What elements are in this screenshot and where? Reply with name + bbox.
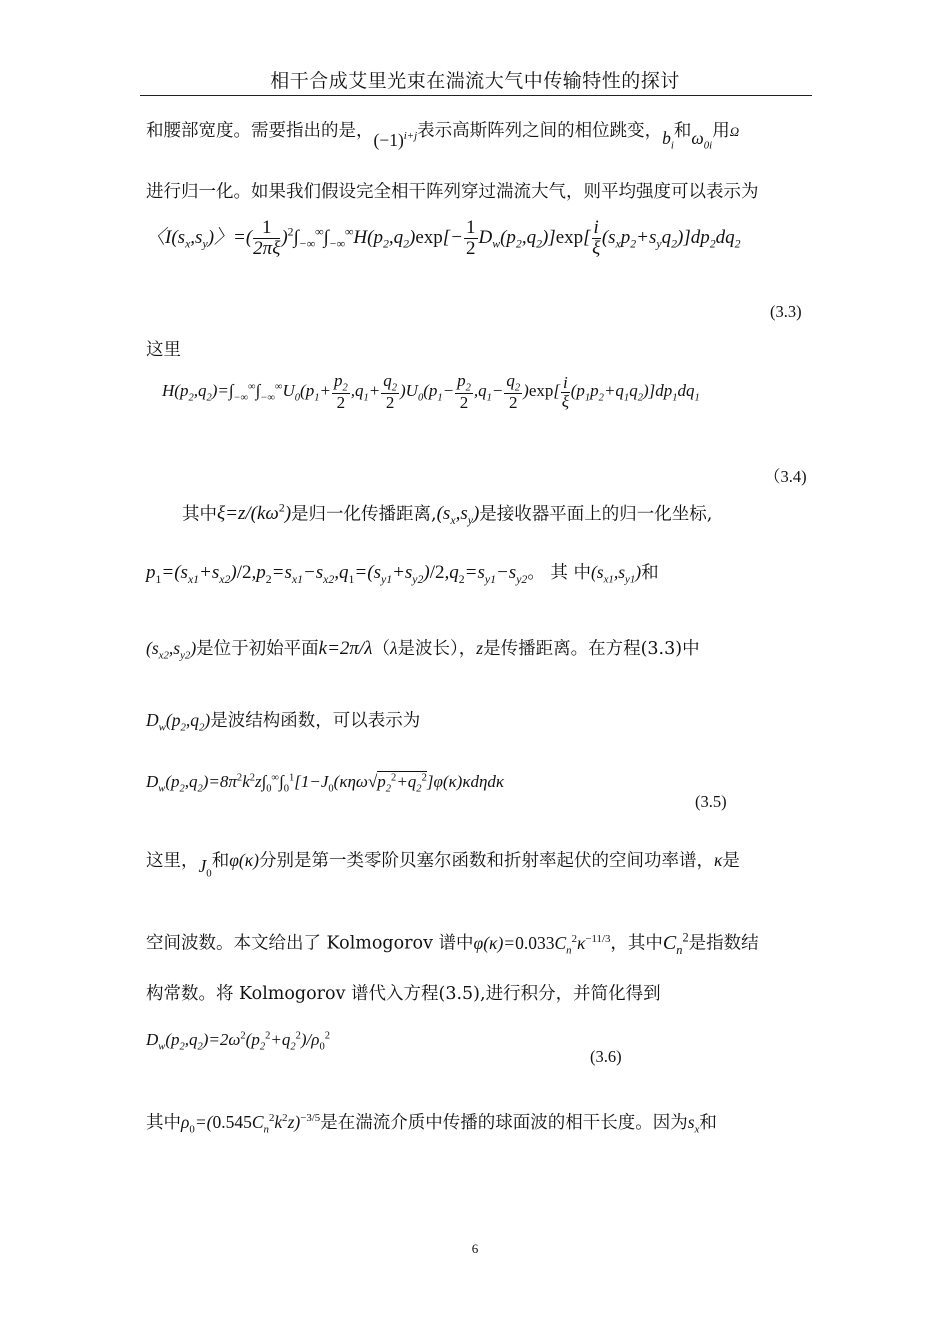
math-coordinate-definitions: $p_1=(s_{x1}+s_{x2})/2,p_2=s_{x1}-s_{x2},q_1=(s_{y1}+s_{y2})/2,q_2=s_{y1}-s_{y2}$	[146, 562, 528, 586]
text-segment: 是在湍流介质中传播的球面波的相干长度。因为	[320, 1113, 688, 1133]
text-segment: 用	[712, 121, 730, 141]
header-rule	[140, 95, 812, 96]
paragraph-line-8	[146, 930, 810, 958]
text-segment: 是波结构函数，可以表示为	[210, 711, 421, 731]
text-segment: 是波长），	[397, 639, 477, 659]
math-omega-0i: $\omega_{0i}$	[691, 128, 713, 152]
text-segment: （	[372, 639, 390, 659]
text-segment: 是位于初始平面	[196, 639, 319, 659]
text-segment: ，其中	[610, 933, 663, 954]
equation-number-3-5: (3.5)	[695, 792, 727, 811]
text-segment: 和	[699, 1113, 717, 1133]
paragraph-line-6	[146, 710, 810, 735]
math-rho0: $\rho_0=(0.545C_n^2k^2z)^{-3/5}$	[181, 1112, 321, 1136]
paragraph-zheli: 这里	[146, 340, 181, 360]
text-segment: 。 其 中	[527, 563, 591, 583]
math-xi-def: $\xi=z/(k\omega^2)$	[217, 502, 292, 525]
equation-3-3: 〈$I(s_x,s_y)$〉=( $\frac{1}{2\pi\xi}$ )$^2\int_{-\infty}^\infty\int_{-\infty}^\infty H(p_2,q_2)\exp[-$ $\frac{1}{2}$ $D_w(p_2,q_2)]\exp$[ $\frac{i}{\xi}$ $(s_xp_2+s_yq_2)]dp_2dq_2$	[146, 217, 741, 259]
math-kolmogorov-spectrum: $\varphi(\kappa)=0.033C_n^2\kappa^{-11/3}$	[473, 932, 611, 957]
equation-number-3-6: (3.6)	[590, 1047, 622, 1066]
paragraph-line-5	[146, 638, 810, 663]
equation-3-6: $D_w(p_2,q_2)=2\omega^2(p_2^2+q_2^2)/\rho_0^2$	[146, 1030, 330, 1053]
math-phi-kappa: φ(κ)	[229, 850, 259, 870]
text-segment: 和腰部宽度。需要指出的是，	[146, 121, 374, 141]
math-phase-jump: $(-1)^{i+j}$	[373, 130, 418, 150]
text-segment: 是指数结	[688, 933, 759, 954]
text-segment: 和	[673, 121, 692, 141]
paragraph-line-7	[146, 850, 810, 880]
equation-3-4: $H(p_2,q_2)=\int_{-\infty}^\infty\int_{-\infty}^\infty U_0(p_1+$ $\frac{p_2}{2}$ $,q_1+$ $\frac{q_2}{2}$ )$U_0(p_1-$ $\frac{p_2}{2}$ $,q_1-$ $\frac{q_2}{2}$ )exp[ $\frac{i}{\xi}$ $(p_1p_2+q_1q_2)]dp_1dq_1$	[162, 371, 700, 413]
text-segment: 其中	[182, 504, 217, 525]
text-segment: 表示高斯阵列之间的相位跳变，	[417, 121, 663, 141]
text-segment: 分别是第一类零阶贝塞尔函数和折射率起伏的空间功率谱，	[258, 851, 714, 871]
math-lambda: λ	[389, 638, 398, 658]
math-sx2-sy2: $(s_{x2},s_{y2})$	[146, 638, 197, 662]
text-segment: 其中	[146, 1113, 181, 1133]
math-kappa: κ	[713, 850, 723, 870]
paragraph-line-10	[146, 1112, 810, 1137]
text-segment: 是传播距离。在方程(3.3)中	[483, 639, 700, 659]
paragraph-line-4	[146, 562, 810, 587]
text-segment: 空间波数。本文给出了 Kolmogorov 谱中	[146, 933, 474, 954]
math-dw: $D_w(p_2,q_2)$	[146, 710, 211, 734]
page-number: 6	[471, 1241, 479, 1256]
math-omega-cap: Ω	[729, 124, 740, 139]
text-segment: 和	[641, 563, 659, 583]
math-cn2: $C_n^2$	[662, 930, 689, 957]
math-b-i: $b_i$	[662, 128, 674, 152]
text-segment: 是归一化传播距离,	[291, 504, 437, 525]
paragraph-line-1	[146, 120, 810, 152]
math-sx1-sy1: $(s_{x1},s_{y1})$	[590, 562, 642, 586]
text-segment: 是	[722, 851, 740, 871]
math-k-def: k=2π/λ	[318, 638, 373, 659]
text-segment: 这里，	[146, 851, 199, 871]
equation-number-3-3: (3.3)	[770, 302, 802, 321]
equation-number-3-4: （3.4)	[764, 467, 807, 486]
paragraph-line-2: 进行归一化。如果我们假设完全相干阵列穿过湍流大气，则平均强度可以表示为	[146, 182, 759, 202]
running-header-title: 相干合成艾里光束在湍流大气中传输特性的探讨	[270, 70, 680, 92]
math-j0: $J_0$	[198, 856, 212, 880]
math-sx-sy: $(s_x,s_y)$	[436, 503, 480, 528]
paragraph-line-3	[182, 502, 846, 528]
text-segment: 是接收器平面上的归一化坐标,	[479, 504, 713, 525]
math-sx: $s_x$	[687, 1112, 700, 1136]
math-z: z	[476, 638, 484, 658]
paragraph-line-9: 构常数。将 Kolmogorov 谱代入方程(3.5),进行积分，并简化得到	[146, 984, 661, 1004]
equation-3-5: $D_w(p_2,q_2)=8\pi^2k^2z\int_0^\infty\int_0^1[1-J_0(\kappa\eta\omega√p_2^2+q_2^2]\varphi(\kappa)\kappa d\eta d\kappa$	[146, 772, 505, 795]
text-segment: 和	[211, 851, 230, 871]
